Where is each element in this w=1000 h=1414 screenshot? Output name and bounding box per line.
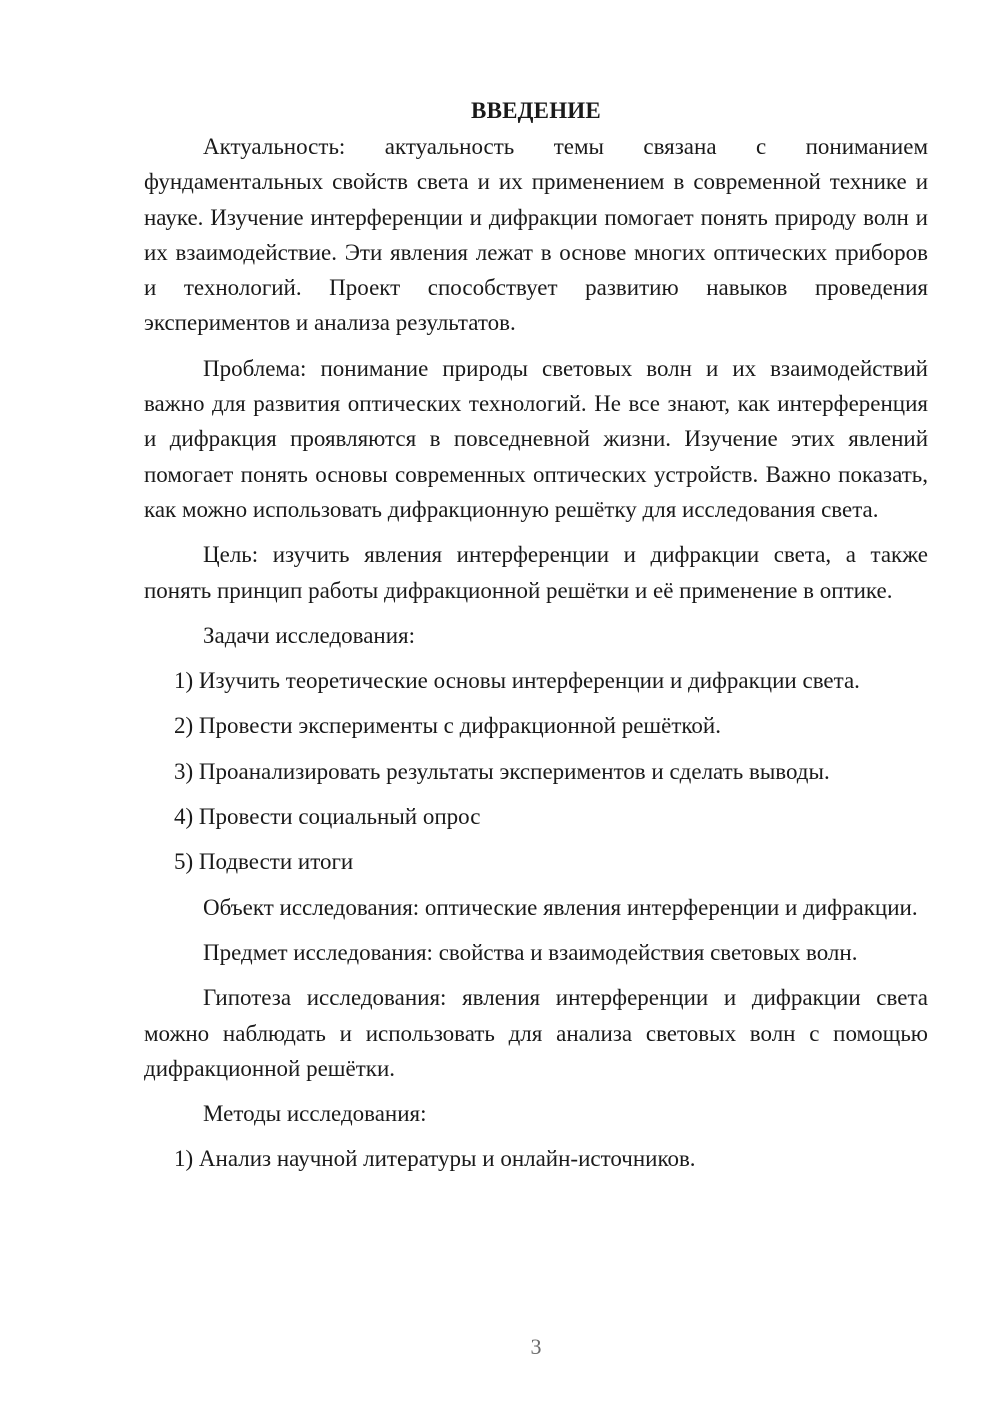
- relevance-paragraph: Актуальность: актуальность темы связана с пониманием фундаментальных свойств света и их применением в современной технике и науке. Изучение интерференции и дифракции помогает понять природу волн и их взаимодействие. Эти явления лежат в основе многих оптических приборов и технологий. Проект способствует развитию навыков проведения экспериментов и анализа результатов.: [144, 134, 928, 336]
- tasks-heading: Задачи исследования:: [203, 622, 416, 648]
- task-item: 2) Провести эксперименты с дифракционной решёткой.: [174, 713, 721, 739]
- hypothesis-paragraph: Гипотеза исследования: явления интерференции и дифракции света можно наблюдать и использовать для анализа световых волн с помощью дифракционной решётки.: [144, 985, 928, 1081]
- section-title: ВВЕДЕНИЕ: [471, 98, 601, 123]
- page-content: [144, 93, 928, 1187]
- task-item: 3) Проанализировать результаты экспериментов и сделать выводы.: [174, 758, 830, 784]
- problem-paragraph: Проблема: понимание природы световых волн и их взаимодействий важно для развития оптических технологий. Не все знают, как интерференция и дифракция проявляются в повседневной жизни. Изучение этих явлений помогает понять основы современных оптических устройств. Важно показать, как можно использовать дифракционную решётку для исследования света.: [144, 355, 928, 522]
- goal-paragraph: Цель: изучить явления интерференции и дифракции света, а также понять принцип работы дифракционной решётки и её применение в оптике.: [144, 542, 928, 603]
- task-item: 5) Подвести итоги: [174, 849, 354, 875]
- task-item: 4) Провести социальный опрос: [174, 804, 481, 830]
- object-paragraph: Объект исследования: оптические явления интерференции и дифракции.: [203, 894, 918, 920]
- subject-paragraph: Предмет исследования: свойства и взаимодействия световых волн.: [203, 939, 858, 965]
- method-item: 1) Анализ научной литературы и онлайн-источников.: [174, 1146, 696, 1172]
- task-item: 1) Изучить теоретические основы интерференции и дифракции света.: [174, 668, 860, 694]
- methods-heading: Методы исследования:: [203, 1101, 427, 1127]
- page-number: 3: [530, 1334, 542, 1359]
